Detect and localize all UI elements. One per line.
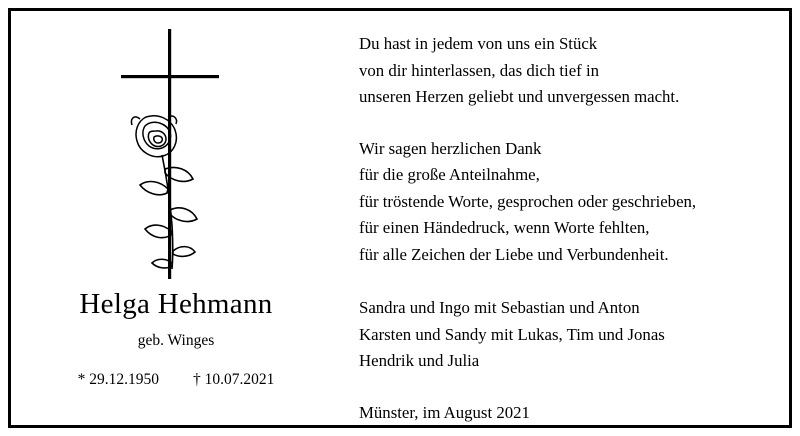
right-column <box>341 11 789 425</box>
notice-content <box>11 11 789 425</box>
verse-line: unseren Herzen geliebt und unvergessen macht. <box>359 87 680 106</box>
family-line: Karsten und Sandy mit Lukas, Tim und Jonas <box>359 324 665 344</box>
thanks-line: Wir sagen herzlichen Dank <box>359 138 542 158</box>
verse-line: von dir hinterlassen, das dich tief in <box>359 60 600 80</box>
thanks-line: für alle Zeichen der Liebe und Verbundenheit. <box>359 244 669 264</box>
memorial-verse <box>359 31 789 111</box>
life-dates <box>11 370 341 390</box>
left-column <box>11 11 341 425</box>
thanks-text <box>359 136 789 269</box>
thanks-line: für einen Händedruck, wenn Worte fehlten, <box>359 218 650 237</box>
deceased-name: Helga Hehmann <box>79 288 273 320</box>
maiden-name: geb. Winges <box>137 332 215 349</box>
name-block <box>11 286 341 390</box>
family-line: Sandra und Ingo mit Sebastian und Anton <box>359 298 640 317</box>
place-and-date <box>359 400 789 427</box>
birth-date: * 29.12.1950 <box>77 371 159 388</box>
place-date-line: Münster, im August 2021 <box>359 402 530 422</box>
family-names <box>359 295 789 375</box>
thanks-line: für die große Anteilnahme, <box>359 165 540 184</box>
thanks-line: für tröstende Worte, gesprochen oder geschrieben, <box>359 191 697 211</box>
family-line: Hendrik und Julia <box>359 351 480 370</box>
verse-line: Du hast in jedem von uns ein Stück <box>359 34 598 53</box>
death-date: † 10.07.2021 <box>193 371 275 388</box>
cross-with-rose-icon <box>116 29 246 279</box>
